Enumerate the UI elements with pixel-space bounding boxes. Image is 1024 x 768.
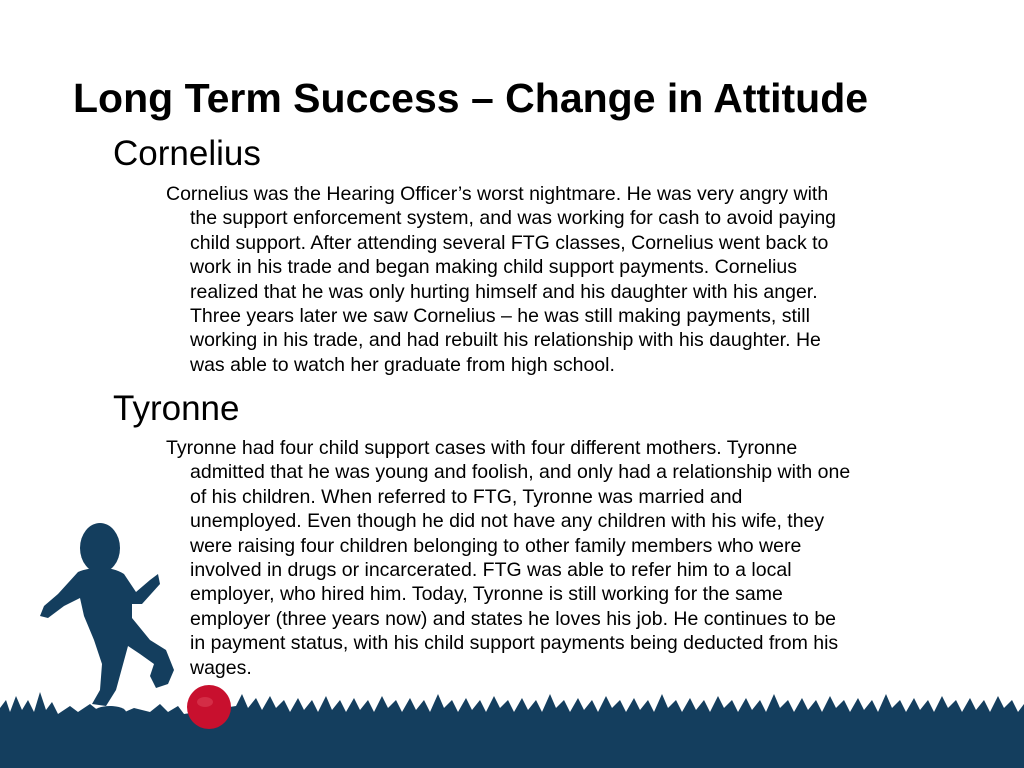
story-line: wages. (190, 656, 252, 679)
section-heading-tyronne: Tyronne (113, 389, 240, 428)
story-line: Cornelius was the Hearing Officer’s worst nightmare. He was very angry with (166, 183, 829, 205)
story-tyronne (166, 436, 966, 680)
story-cornelius (166, 182, 966, 377)
story-line: employer, who hired him. Today, Tyronne is still working for the same (190, 583, 783, 606)
story-line: Tyronne had four child support cases with four different mothers. Tyronne (166, 437, 798, 459)
child-silhouette (40, 523, 174, 718)
grass-silhouette (0, 692, 1024, 768)
story-line: working in his trade, and had rebuilt his relationship with his daughter. He (190, 329, 821, 352)
story-line: admitted that he was young and foolish, and only had a relationship with one (190, 461, 851, 484)
story-line: child support. After attending several FTG classes, Cornelius went back to (190, 231, 829, 254)
story-line: was able to watch her graduate from high school. (190, 353, 615, 376)
section-heading-cornelius: Cornelius (113, 134, 261, 173)
story-line: employer (three years now) and states he loves his job. He continues to be (190, 607, 837, 630)
story-line: in payment status, with his child support payments being deducted from his (190, 632, 839, 655)
story-line: unemployed. Even though he did not have any children with his wife, they (190, 510, 825, 533)
story-line: the support enforcement system, and was working for cash to avoid paying (190, 207, 837, 230)
ball-graphic (187, 685, 231, 729)
slide-title: Long Term Success – Change in Attitude (73, 75, 869, 121)
story-line: realized that he was only hurting himself and his daughter with his anger. (190, 280, 818, 303)
story-line: work in his trade and began making child support payments. Cornelius (190, 256, 797, 279)
story-line: were raising four children belonging to other family members who were (190, 534, 802, 557)
story-line: Three years later we saw Cornelius – he was still making payments, still (190, 305, 810, 328)
story-line: involved in drugs or incarcerated. FTG was able to refer him to a local (190, 559, 792, 582)
story-line: of his children. When referred to FTG, Tyronne was married and (190, 485, 743, 508)
